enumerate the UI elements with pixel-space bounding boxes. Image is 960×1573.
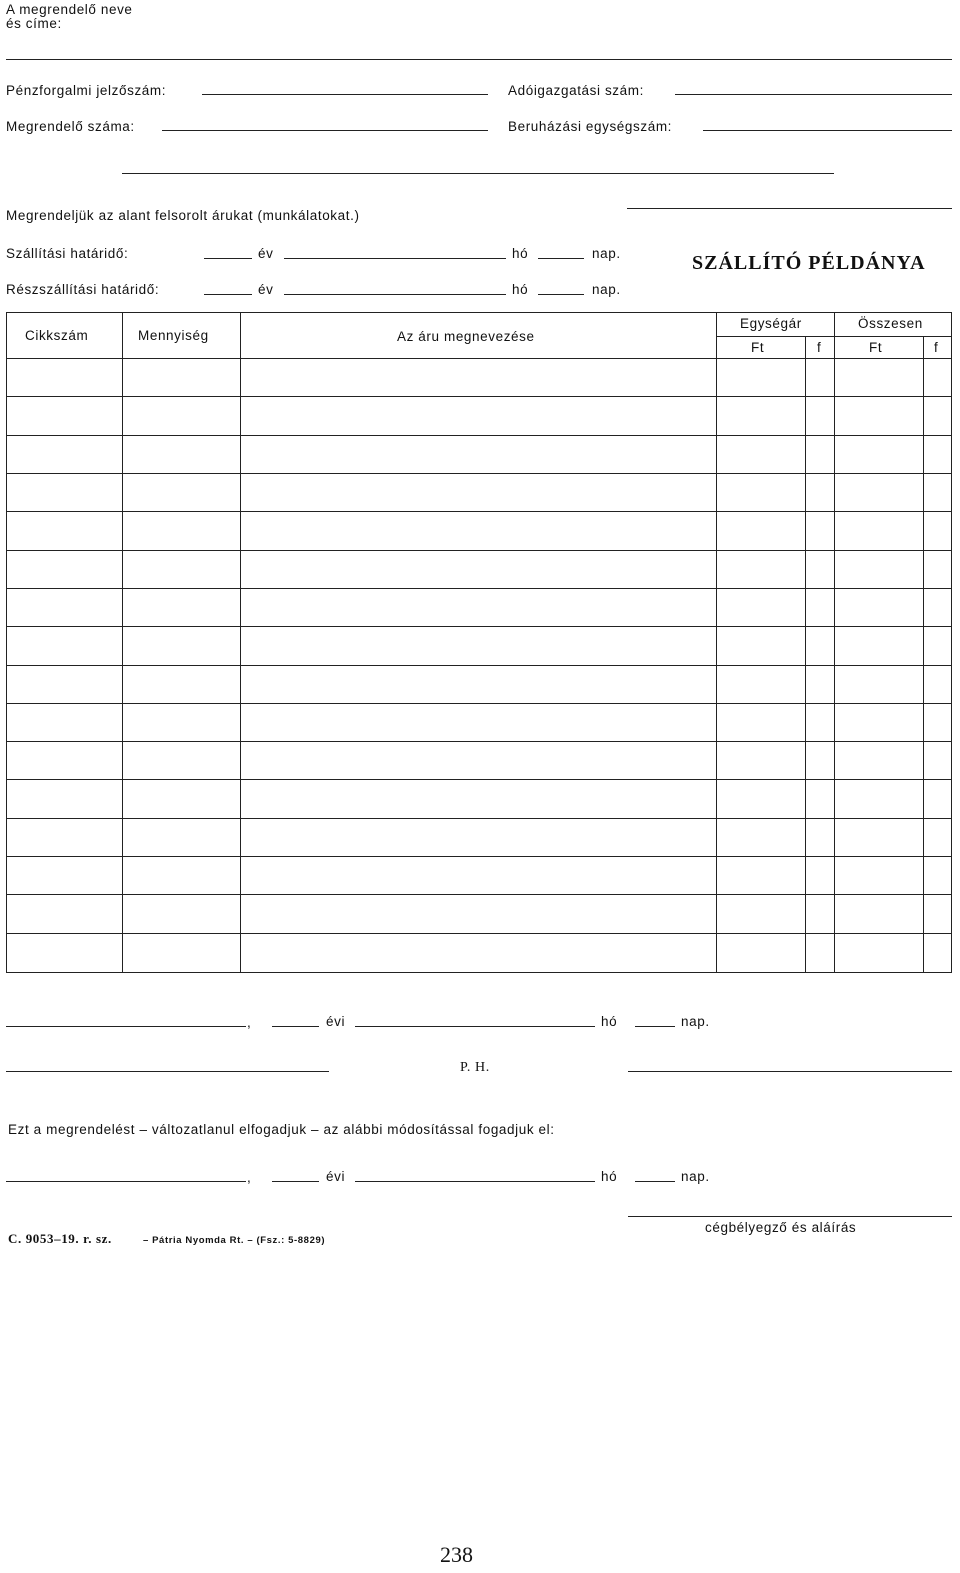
table-row[interactable] (7, 588, 951, 589)
delivery-deadline-label: Szállítási határidő: (6, 246, 129, 261)
col-divider (923, 336, 924, 972)
year-label-2: évi (326, 1169, 346, 1184)
delivery-month-label: hó (512, 246, 529, 261)
tax-number-field[interactable] (675, 94, 952, 95)
year-field-2[interactable] (272, 1181, 319, 1182)
table-row[interactable] (7, 741, 951, 742)
col-divider (122, 313, 123, 972)
delivery-day-label: nap. (592, 246, 621, 261)
year-label: évi (326, 1014, 346, 1029)
month-field[interactable] (355, 1026, 595, 1027)
table-row[interactable] (7, 396, 951, 397)
customer-name-label: A megrendelő neve (6, 2, 133, 17)
table-row[interactable] (7, 894, 951, 895)
table-row[interactable] (7, 358, 951, 359)
partial-month-field[interactable] (284, 294, 506, 295)
quantity-header: Mennyiség (138, 328, 209, 343)
table-row[interactable] (7, 779, 951, 780)
date-comma: , (247, 1015, 252, 1030)
partial-year-label: év (258, 282, 274, 297)
description-header: Az áru megnevezése (397, 329, 535, 344)
copy-label-line (627, 208, 952, 209)
investment-unit-label: Beruházási egységszám: (508, 119, 673, 134)
year-field[interactable] (272, 1026, 319, 1027)
partial-month-label: hó (512, 282, 529, 297)
partial-delivery-label: Részszállítási határidő: (6, 282, 160, 297)
subheader-line (716, 336, 951, 337)
table-row[interactable] (7, 626, 951, 627)
tax-number-label: Adóigazgatási szám: (508, 83, 644, 98)
day-label-2: nap. (681, 1169, 710, 1184)
delivery-day-field[interactable] (538, 258, 584, 259)
col-divider (716, 313, 717, 972)
order-table (6, 312, 952, 973)
month-field-2[interactable] (355, 1181, 595, 1182)
table-row[interactable] (7, 473, 951, 474)
delivery-year-field[interactable] (204, 258, 252, 259)
table-row[interactable] (7, 703, 951, 704)
partial-day-label: nap. (592, 282, 621, 297)
day-field[interactable] (635, 1026, 675, 1027)
investment-unit-field[interactable] (703, 130, 952, 131)
supplier-copy-title: SZÁLLÍTÓ PÉLDÁNYA (692, 252, 926, 274)
customer-signature-line[interactable] (6, 1071, 329, 1072)
order-intro-text: Megrendeljük az alant felsorolt árukat (munkálatokat.) (6, 208, 360, 223)
stamp-signature-line-1[interactable] (628, 1071, 952, 1072)
table-row[interactable] (7, 665, 951, 666)
total-ft-header: Ft (869, 340, 883, 355)
header-divider (6, 59, 952, 60)
acceptance-text: Ezt a megrendelést – változatlanul elfogadjuk – az alábbi módosítással fogadjuk el: (8, 1122, 555, 1137)
stamp-signature-label: cégbélyegző és aláírás (705, 1220, 857, 1235)
partial-year-field[interactable] (204, 294, 252, 295)
ph-label: P. H. (460, 1060, 490, 1075)
table-row[interactable] (7, 435, 951, 436)
day-field-2[interactable] (635, 1181, 675, 1182)
table-row[interactable] (7, 856, 951, 857)
col-divider (834, 313, 835, 972)
unit-price-header: Egységár (740, 316, 802, 331)
table-row[interactable] (7, 933, 951, 934)
month-label-2: hó (601, 1169, 618, 1184)
stamp-signature-line-2[interactable] (628, 1216, 952, 1217)
month-label: hó (601, 1014, 618, 1029)
partial-day-field[interactable] (538, 294, 584, 295)
place-field-2[interactable] (6, 1181, 246, 1182)
day-label: nap. (681, 1014, 710, 1029)
page-number: 238 (440, 1542, 473, 1567)
date-comma-2: , (247, 1170, 252, 1185)
unit-price-f-header: f (817, 340, 822, 355)
account-number-label: Pénzforgalmi jelzőszám: (6, 83, 167, 98)
section-divider (122, 173, 834, 174)
delivery-year-label: év (258, 246, 274, 261)
total-header: Összesen (858, 316, 923, 331)
total-f-header: f (934, 340, 939, 355)
form-code: C. 9053–19. r. sz. (8, 1231, 112, 1246)
col-divider (805, 336, 806, 972)
item-number-header: Cikkszám (25, 328, 89, 343)
delivery-month-field[interactable] (284, 258, 506, 259)
table-row[interactable] (7, 550, 951, 551)
account-number-field[interactable] (202, 94, 488, 95)
customer-address-label: és címe: (6, 16, 62, 31)
customer-number-field[interactable] (162, 130, 488, 131)
table-row[interactable] (7, 818, 951, 819)
customer-number-label: Megrendelő száma: (6, 119, 135, 134)
place-field[interactable] (6, 1026, 246, 1027)
unit-price-ft-header: Ft (751, 340, 765, 355)
col-divider (240, 313, 241, 972)
table-row[interactable] (7, 511, 951, 512)
printer-info: – Pátria Nyomda Rt. – (Fsz.: 5-8829) (143, 1235, 326, 1246)
